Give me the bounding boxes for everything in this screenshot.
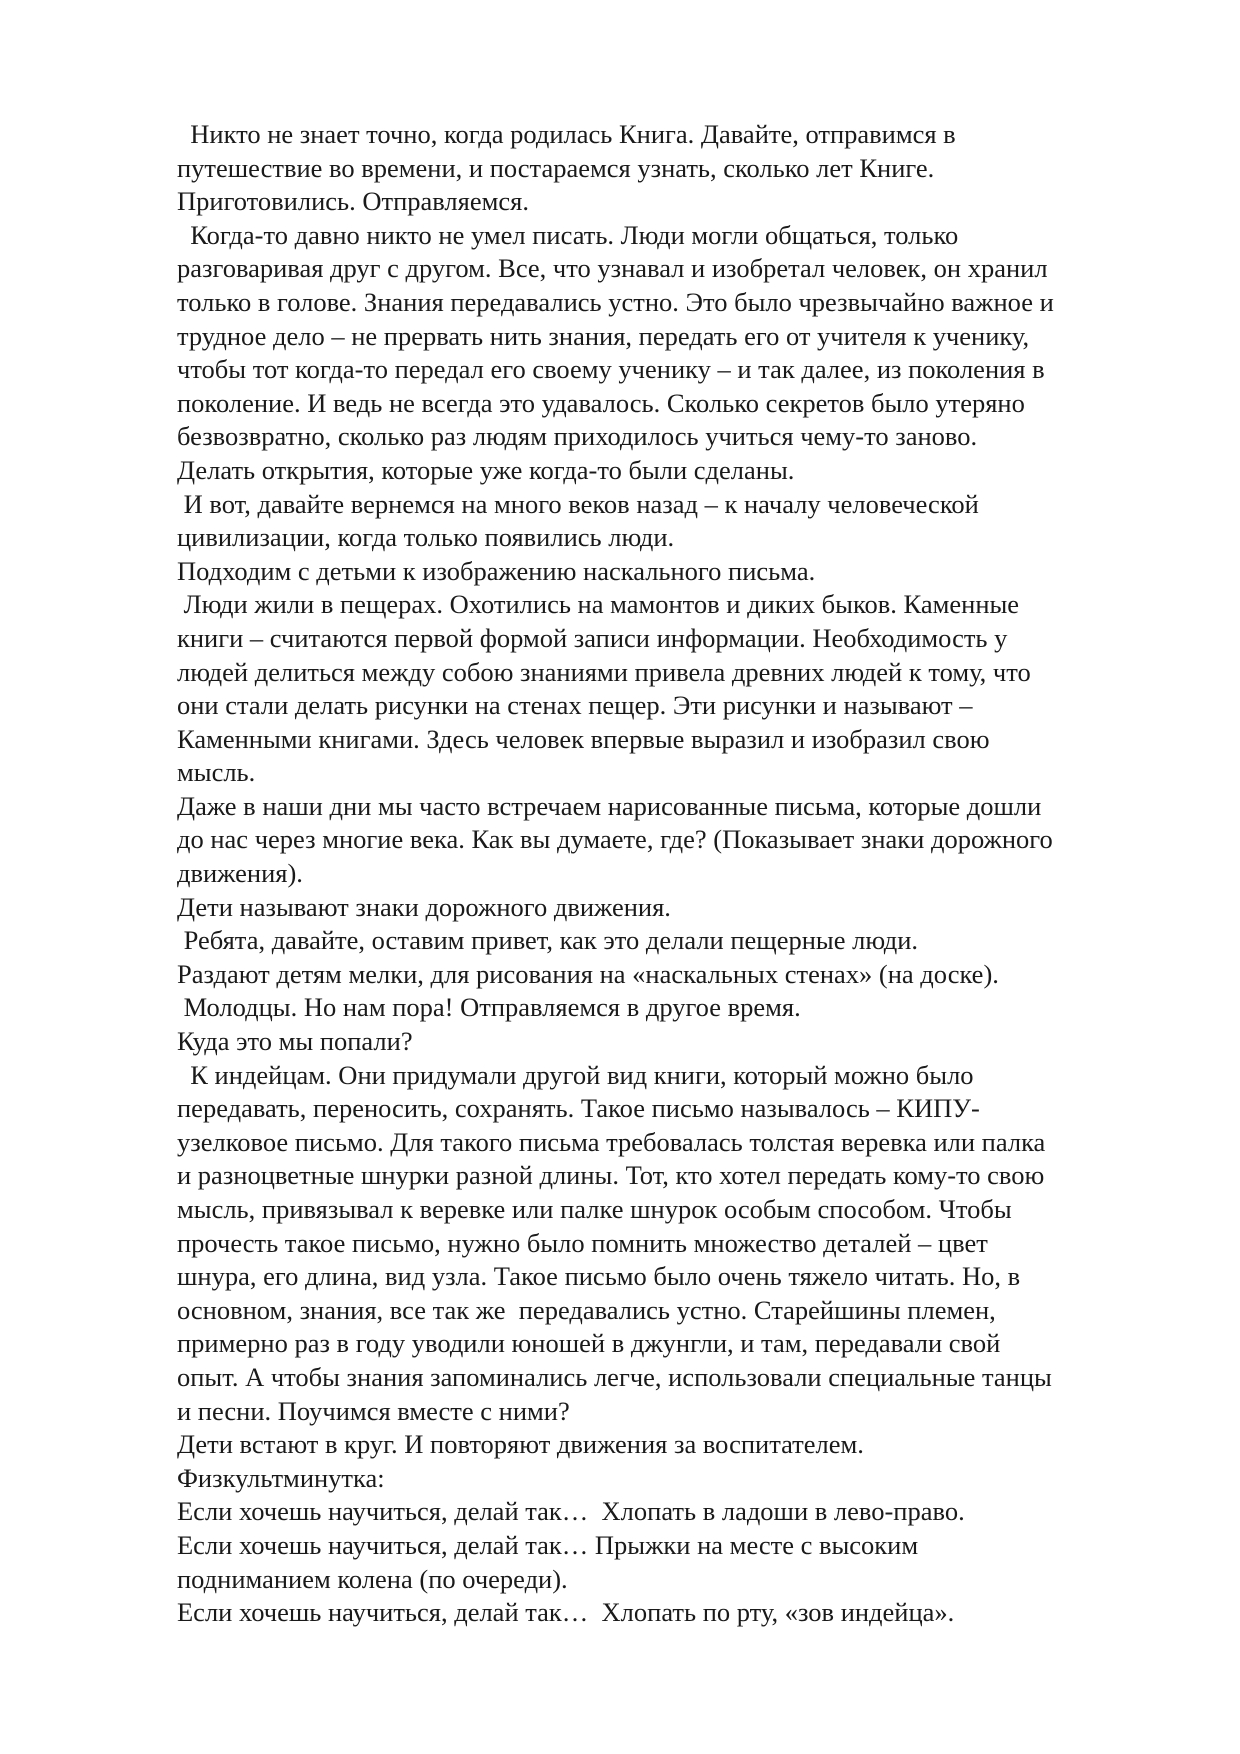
body-text <box>177 118 1187 1630</box>
text-line: Раздают детям мелки, для рисования на «наскальных стенах» (на доске). <box>177 958 999 989</box>
text-line: Куда это мы попали? <box>177 1026 413 1057</box>
text-line: шнура, его длина, вид узла. Такое письмо было очень тяжело читать. Но, в <box>177 1261 1021 1292</box>
text-line: чтобы тот когда-то передал его своему ученику – и так далее, из поколения в <box>177 354 1045 385</box>
text-line: Каменными книгами. Здесь человек впервые выразил и изобразил свою <box>177 723 990 754</box>
text-line: движения). <box>177 858 303 889</box>
text-line: Если хочешь научиться, делай так… Хлопать в ладоши в лево-право. <box>177 1496 965 1527</box>
text-line: и разноцветные шнурки разной длины. Тот, кто хотел передать кому-то свою <box>177 1160 1045 1191</box>
text-line: основном, знания, все так же передавались устно. Старейшины племен, <box>177 1294 996 1325</box>
text-line: безвозвратно, сколько раз людям приходилось учиться чему-то заново. <box>177 421 978 452</box>
text-line: К индейцам. Они придумали другой вид книги, который можно было <box>177 1059 974 1090</box>
text-line: Никто не знает точно, когда родилась Книга. Давайте, отправимся в <box>177 119 956 149</box>
text-line: книги – считаются первой формой записи информации. Необходимость у <box>177 622 1008 653</box>
text-line: разговаривая друг с другом. Все, что узнавал и изобретал человек, он хранил <box>177 253 1048 284</box>
text-line: Дети называют знаки дорожного движения. <box>177 891 671 922</box>
text-line: узелковое письмо. Для такого письма требовалась толстая веревка или палка <box>177 1126 1046 1157</box>
text-line: мысль, привязывал к веревке или палке шнурок особым способом. Чтобы <box>177 1194 1012 1224</box>
text-line: прочесть такое письмо, нужно было помнить множество деталей – цвет <box>177 1227 988 1258</box>
text-line: трудное дело – не прервать нить знания, передать его от учителя к ученику, <box>177 320 1030 351</box>
text-line: примерно раз в году уводили юношей в джунгли, и там, передавали свой <box>177 1328 1001 1359</box>
text-line: и песни. Поучимся вместе с ними? <box>177 1395 570 1426</box>
text-line: людей делиться между собою знаниями привела древних людей к тому, что <box>177 656 1031 687</box>
text-line: Дети встают в круг. И повторяют движения за воспитателем. <box>177 1429 864 1460</box>
text-line: Люди жили в пещерах. Охотились на мамонтов и диких быков. Каменные <box>177 589 1020 620</box>
text-line: опыт. А чтобы знания запоминались легче, использовали специальные танцы <box>177 1361 1052 1392</box>
text-line: передавать, переносить, сохранять. Такое письмо называлось – КИПУ- <box>177 1093 980 1124</box>
text-line: Подходим с детьми к изображению наскального письма. <box>177 555 816 586</box>
text-line: подниманием колена (по очереди). <box>177 1563 568 1594</box>
text-line: цивилизации, когда только появились люди. <box>177 522 675 553</box>
text-line: Приготовились. Отправляемся. <box>177 186 529 217</box>
text-line: только в голове. Знания передавались устно. Это было чрезвычайно важное и <box>177 286 1054 317</box>
text-line: Ребята, давайте, оставим привет, как это делали пещерные люди. <box>177 925 919 956</box>
text-line: Физкультминутка: <box>177 1462 385 1493</box>
text-line: Если хочешь научиться, делай так… Прыжки на месте с высоким <box>177 1529 919 1560</box>
text-line: они стали делать рисунки на стенах пещер. Эти рисунки и называют – <box>177 690 973 721</box>
text-line: Молодцы. Но нам пора! Отправляемся в другое время. <box>177 992 801 1023</box>
text-line: И вот, давайте вернемся на много веков назад – к началу человеческой <box>177 488 979 519</box>
text-line: Даже в наши дни мы часто встречаем нарисованные письма, которые дошли <box>177 790 1042 821</box>
text-line: мысль. <box>177 757 256 788</box>
text-line: Когда-то давно никто не умел писать. Люди могли общаться, только <box>177 219 959 250</box>
text-line: Если хочешь научиться, делай так… Хлопать по рту, «зов индейца». <box>177 1597 955 1628</box>
text-line: путешествие во времени, и постараемся узнать, сколько лет Книге. <box>177 152 935 183</box>
text-line: Делать открытия, которые уже когда-то были сделаны. <box>177 454 795 485</box>
text-line: поколение. И ведь не всегда это удавалось. Сколько секретов было утеряно <box>177 387 1025 418</box>
text-line: до нас через многие века. Как вы думаете, где? (Показывает знаки дорожного <box>177 824 1053 855</box>
